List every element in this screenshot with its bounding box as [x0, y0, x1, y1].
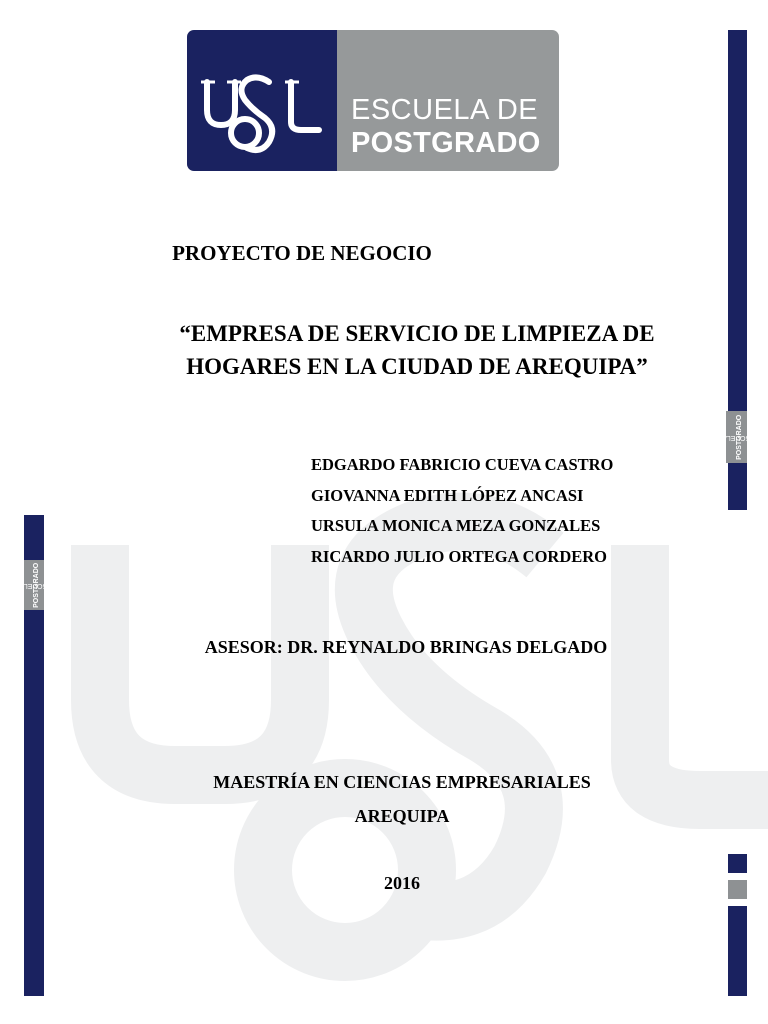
right-tab-line1: ESCUELA DE: [710, 433, 755, 441]
document-title: [22, 317, 768, 383]
title-line-1: “EMPRESA DE SERVICIO DE LIMPIEZA DE: [179, 321, 655, 346]
right-square-navy: [728, 854, 747, 873]
right-bar-tab: [710, 411, 755, 463]
authors-list: [311, 450, 613, 572]
author-name: URSULA MONICA MEZA GONZALES: [311, 516, 601, 535]
author-name: GIOVANNA EDITH LÓPEZ ANCASI: [311, 485, 584, 505]
program-name: MAESTRÍA EN CIENCIAS EMPRESARIALES: [213, 772, 591, 792]
left-tab-line2: POSTGRADO: [34, 562, 41, 608]
logo-mark-panel: [187, 30, 337, 171]
document-year: 2016: [384, 873, 420, 893]
usil-logo: [187, 30, 559, 171]
right-tab-line2: POSTGRADO: [736, 414, 744, 460]
title-line-2: HOGARES EN LA CIUDAD DE AREQUIPA”: [186, 354, 648, 379]
right-bar-bottom: [728, 906, 747, 996]
left-tab-line1: ESCUELA DE: [8, 581, 53, 589]
author-name: RICARDO JULIO ORTEGA CORDERO: [311, 546, 607, 566]
logo-escuela-text: ESCUELA DE: [351, 94, 539, 126]
document-heading: PROYECTO DE NEGOCIO: [172, 241, 432, 265]
logo-text-panel: [337, 30, 559, 171]
city-name: AREQUIPA: [354, 806, 450, 826]
advisor-line: ASESOR: DR. REYNALDO BRINGAS DELGADO: [204, 637, 608, 657]
logo-postgrado-text: POSTGRADO: [351, 127, 541, 159]
author-name: EDGARDO FABRICIO CUEVA CASTRO: [311, 455, 614, 474]
left-bar-tab: [8, 560, 53, 610]
usil-mark-icon: [187, 30, 337, 171]
